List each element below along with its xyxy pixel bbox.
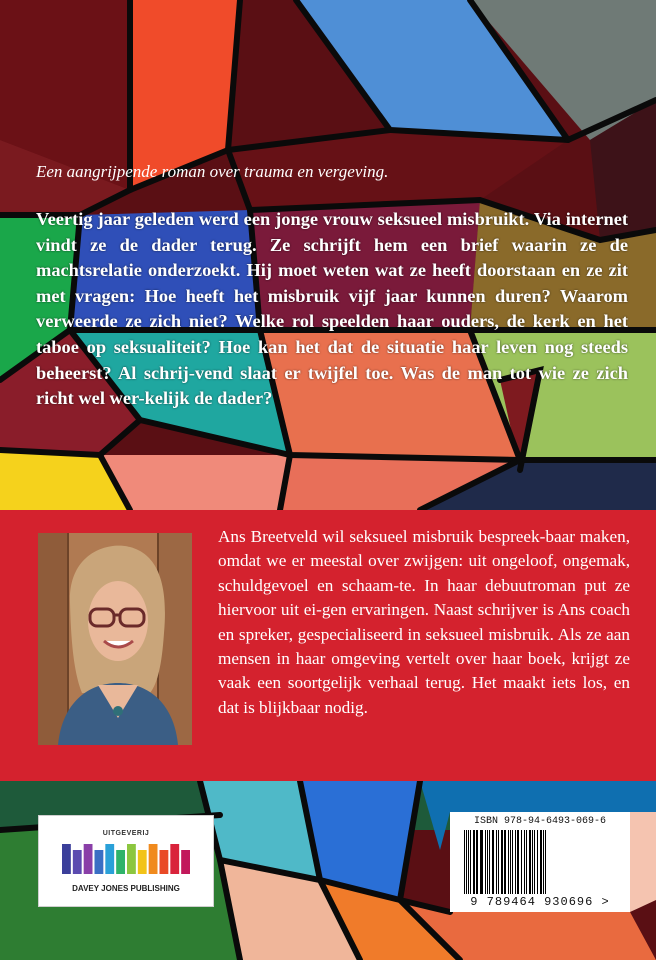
author-bio: Ans Breetveld wil seksueel misbruik bespreek-baar maken, omdat we er meestal over zwijgen: uit ongeloof, ongemak, schuldgevoel en schaam-te. In haar debuutroman put ze hiervoor uit ei-gen ervaringen. Naast schrijver is Ans coach en spreker, gespecialiseerd in seksueel misbruik. Als ze aan mensen in haar omgeving vertelt over haar boek, krijgt ze vaak een soortgelijk verhaal terug. Het maakt iets los, en dat is blijkbaar nodig. [218, 527, 630, 717]
publisher-top-label: UITGEVERIJ [102, 830, 150, 837]
publisher-color-bar [127, 844, 136, 874]
barcode-bar [468, 830, 469, 894]
publisher-color-bar [95, 850, 104, 874]
isbn-digits: 9 789464 930696 > [470, 895, 610, 909]
isbn-label: ISBN 978-94-6493-069-6 [473, 816, 607, 827]
barcode-bar [510, 830, 511, 894]
publisher-color-bar [105, 844, 114, 874]
publisher-color-bar [62, 844, 71, 874]
barcode-bar [466, 830, 467, 894]
barcode-bar [489, 830, 490, 894]
barcode-bar [496, 830, 497, 894]
barcode-bar [473, 830, 475, 894]
author-photo [38, 533, 192, 745]
barcode-bar [480, 830, 483, 894]
barcode-bar [540, 830, 542, 894]
publisher-color-bar [181, 850, 190, 874]
barcode-bar [470, 830, 471, 894]
barcode-bar [485, 830, 486, 894]
barcode-bar [464, 830, 465, 894]
barcode-bar [537, 830, 538, 894]
barcode-bar [532, 830, 533, 894]
barcode-bar [529, 830, 531, 894]
barcode-bar [521, 830, 522, 894]
barcode-bar [512, 830, 513, 894]
barcode-bar [526, 830, 527, 894]
publisher-color-bar [170, 844, 179, 874]
tagline: Een aangrijpende roman over trauma en vergeving. [36, 162, 389, 181]
barcode-bar [543, 830, 544, 894]
barcode-bar [534, 830, 535, 894]
barcode-bar [498, 830, 499, 894]
barcode-bar [524, 830, 525, 894]
publisher-color-bars [61, 844, 191, 874]
publisher-color-bar [138, 850, 147, 874]
book-blurb: Veertig jaar geleden werd een jonge vrouw seksueel misbruikt. Via internet vindt ze de dader terug. Ze schrijft hem een brief waarin ze de machtsrelatie onderzoekt. Hij moet weten wat ze heeft doorstaan en ze zit met vragen: Hoe heeft het misbruik vijf jaar kunnen duren? Waarom verweerde ze zich niet? Welke rol speelden haar ouders, de kerk en het taboe op seksualiteit? Hoe kan het dat de situatie haar leven nog steeds beheerst? Al schrij-vend slaat er twijfel toe. Was de man tot wie ze zich richt wel wer-kelijk de dader? [36, 209, 628, 409]
barcode-bar [476, 830, 478, 894]
barcode-bar [517, 830, 519, 894]
publisher-color-bar [116, 850, 125, 874]
isbn-barcode-box [450, 812, 630, 912]
barcode-bar [501, 830, 503, 894]
publisher-name: DAVEY JONES PUBLISHING [72, 884, 180, 893]
barcode-bar [504, 830, 506, 894]
barcode [460, 830, 620, 894]
publisher-color-bar [84, 844, 93, 874]
publisher-logo [38, 815, 214, 907]
barcode-bar [492, 830, 494, 894]
publisher-color-bar [149, 844, 158, 874]
barcode-bar [508, 830, 509, 894]
barcode-bar [515, 830, 516, 894]
barcode-bar [487, 830, 488, 894]
publisher-color-bar [73, 850, 82, 874]
barcode-bar [545, 830, 546, 894]
publisher-color-bar [160, 850, 169, 874]
